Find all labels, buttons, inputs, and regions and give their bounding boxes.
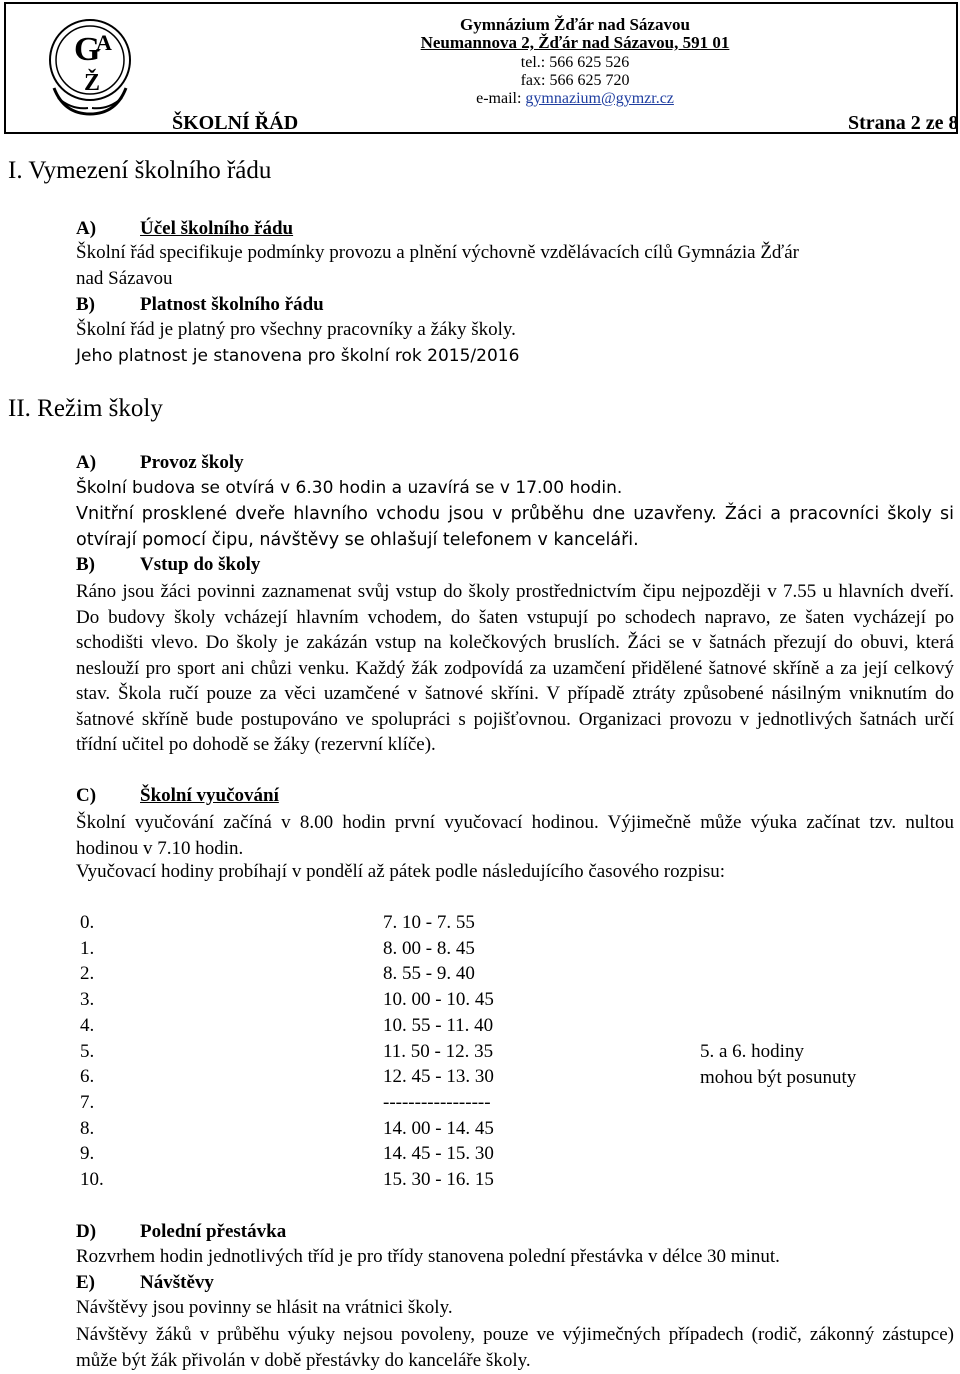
schedule-period-number: 9. [80,1143,95,1165]
svg-text:G: G [74,31,101,68]
paragraph-line: Vyučovací hodiny probíhají v pondělí až pátek podle následujícího časového rozpisu: [76,861,725,882]
schedule-period-time: 11. 50 - 12. 35 [383,1040,494,1062]
schedule-period-number: 3. [80,989,95,1011]
subheading-letter: B) [76,554,95,575]
schedule-period-number: 6. [80,1066,95,1088]
schedule-period-number: 5. [80,1040,95,1062]
paragraph: Ráno jsou žáci povinni zaznamenat svůj vstup do školy prostřednictvím čipu nejpozději v 7.55 u hlavních dveří. Do budovy školy vcházejí hlavním vchodem, do šaten vstupují po schodech napravo, ze šaten vycházejí po schodišti vlevo. Do školy je zakázán vstup na kolečkových bruslích. Žáci se v šatnách přezují do obuvi, která neslouží pro sport ani chůzi venku. Každý žák zodpovídá za uzamčení přidělené šatnové skříně a za její celkový stav. Škola ručí pouze za věci uzamčené v šatnové skříni. V případě ztráty způsobené násilným vniknutím do šatnové skříně bude postupováno ve spolupráci s pojišťovnou. Organizaci provozu v jednotlivých šatnách určí třídní učitel po dohodě se žáky (rezervní klíče). [76,581,954,755]
subheading-title: Návštěvy [140,1272,214,1293]
paragraph-line: nad Sázavou [76,268,173,289]
email-prefix: e-mail: [476,90,526,107]
subheading-title: Provoz školy [140,452,244,473]
subheading-letter: A) [76,218,97,239]
subheading-letter: B) [76,294,95,315]
schedule-note: 5. a 6. hodiny [700,1041,804,1062]
subheading-1a [76,218,293,240]
paragraph-line: Návštěvy jsou povinny se hlásit na vrátnici školy. [76,1297,453,1318]
schedule-period-time: 14. 45 - 15. 30 [383,1143,494,1165]
schedule-period-time: 8. 00 - 8. 45 [383,937,475,959]
subheading-2c [76,785,279,807]
paragraph: Vnitřní prosklené dveře hlavního vchodu jsou v průběhu dne uzavřeny. Žáci a pracovníci školy si otvírají pomocí čipu, návštěvy se ohlašují telefonem v kanceláři. [76,504,954,550]
school-logo [44,10,136,118]
paragraph: Návštěvy žáků v průběhu výuky nejsou povoleny, pouze ve výjimečných případech (rodič, zákonný zástupce) může být žák přivolán v době přestávky do kanceláře školy. [76,1324,954,1371]
schedule-period-number: 1. [80,937,95,959]
subheading-title: Účel školního řádu [140,218,294,239]
schedule-note: mohou být posunuty [700,1067,857,1088]
section-heading-2: II. Režim školy [8,395,163,422]
subheading-title: Platnost školního řádu [140,294,324,315]
paragraph-line: Rozvrhem hodin jednotlivých tříd je pro třídy stanovena polední přestávka v délce 30 minut. [76,1246,780,1267]
schedule-period-time: 15. 30 - 16. 15 [383,1169,494,1190]
schedule-period-number: 8. [80,1117,95,1139]
paragraph-line: Školní řád je platný pro všechny pracovníky a žáky školy. [76,319,516,340]
schedule-period-time: 10. 55 - 11. 40 [383,1014,494,1036]
subheading-title: Vstup do školy [140,554,261,575]
subheading-title: Školní vyučování [140,785,279,806]
subheading-2a [76,452,244,474]
paragraph-line: Školní budova se otvírá v 6.30 hodin a uzavírá se v 17.00 hodin. [76,478,623,498]
svg-text:Ž: Ž [84,70,101,96]
paragraph-line: Jeho platnost je stanovena pro školní rok 2015/2016 [76,346,520,366]
schedule-period-time: 12. 45 - 13. 30 [383,1066,494,1088]
paragraph-line: Školní řád specifikuje podmínky provozu a plnění výchovně vzdělávacích cílů Gymnázia Žďár [76,242,799,263]
email-link[interactable]: gymnazium@gymzr.cz [525,90,674,107]
schedule-period-time: 10. 00 - 10. 45 [383,989,494,1011]
paragraph: Školní vyučování začíná v 8.00 hodin první vyučovací hodinou. Výjimečně může výuka začínat tzv. nultou hodinou v 7.10 hodin. [76,812,954,859]
schedule-period-number: 2. [80,963,95,985]
page-number: Strana 2 ze 8 [848,112,959,134]
subheading-letter: C) [76,785,97,806]
schedule-period-time: 8. 55 - 9. 40 [383,963,475,985]
subheading-title: Polední přestávka [140,1221,287,1242]
school-address: Neumannova 2, Žďár nad Sázavou, 591 01 [420,33,730,52]
subheading-2e [76,1272,214,1294]
subheading-letter: D) [76,1221,97,1242]
schedule-period-time: 7. 10 - 7. 55 [383,912,475,933]
schedule-period-number: 10. [80,1169,104,1190]
svg-text:A: A [96,30,112,55]
subheading-1b [76,294,324,316]
schedule-period-number: 0. [80,912,95,933]
school-phone: tel.: 566 625 526 [520,54,630,71]
schedule-period-number: 7. [80,1091,95,1113]
schedule-period-number: 4. [80,1014,95,1036]
document-title: ŠKOLNÍ ŘÁD [172,112,299,134]
subheading-2d [76,1221,286,1243]
schedule-period-time: 14. 00 - 14. 45 [383,1117,494,1139]
subheading-letter: A) [76,452,97,473]
subheading-letter: E) [76,1272,95,1293]
schedule-period-time: ----------------- [383,1091,491,1113]
school-fax: fax: 566 625 720 [520,72,630,89]
subheading-2b [76,554,260,576]
section-heading-1: I. Vymezení školního řádu [8,157,272,184]
school-name: Gymnázium Žďár nad Sázavou [460,15,690,34]
school-email-line [340,90,810,108]
